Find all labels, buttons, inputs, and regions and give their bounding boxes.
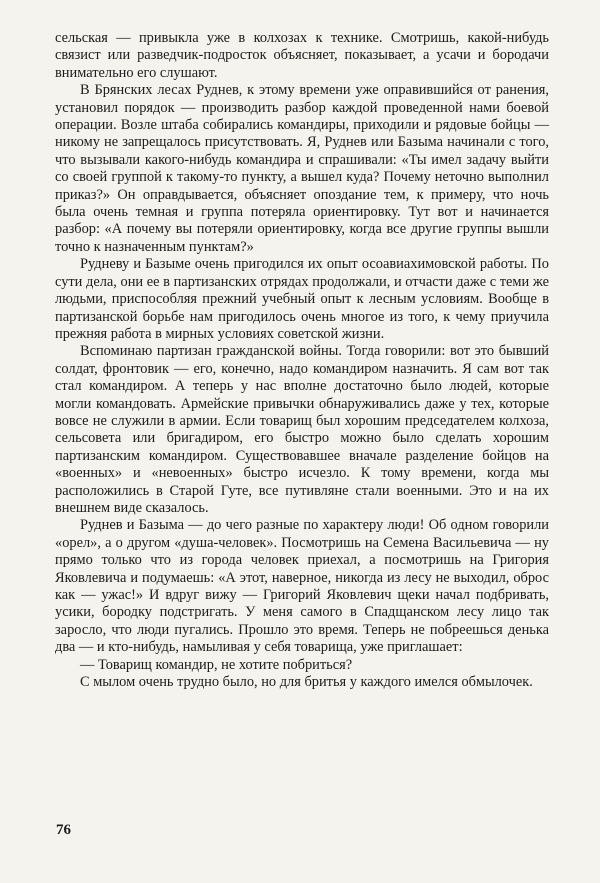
- paragraph: Руднев и Базыма — до чего разные по характеру люди! Об одном говорили «орел», а о другом «душа-человек». Посмотришь на Семена Васильевича — ну прямо только что из города человек приехал, а посмотришь на Григория Яковлевича и подумаешь: «А этот, наверное, никогда из лесу не выходил, оброс как — ужас!» И вдруг вижу — Григорий Яковлевич щеки начал подбривать, усики, бородку подстригать. У меня самого в Спадщанском лесу лицо так заросло, что люди пугались. Прошло это время. Теперь не побреешься денька два — и кто-нибудь, намыливая у себя товарища, уже приглашает:: [55, 517, 549, 656]
- paragraph: Рудневу и Базыме очень пригодился их опыт осоавиахимовской работы. По сути дела, они ее в партизанских отрядах продолжали, и отчасти даже с теми же людьми, приспособляя прежний учебный опыт к лесным условиям. Вообще в партизанской борьбе нам пригодилось очень многое из того, к чему приучила прежняя работа в мирных условиях советской жизни.: [55, 256, 549, 342]
- paragraph: сельская — привыкла уже в колхозах к технике. Смотришь, какой-нибудь связист или разведчик-подросток объясняет, показывает, а усачи и бородачи внимательно его слушают.: [55, 30, 549, 81]
- paragraph: Вспоминаю партизан гражданской войны. Тогда говорили: вот это бывший солдат, фронтовик — его, конечно, надо командиром назначить. Я сам вот так стал командиром. А теперь у нас вполне достаточно было людей, которые могли командовать. Армейские привычки обнаруживались даже у тех, которые вовсе не служили в армии. Если товарищ был хорошим председателем колхоза, сельсовета или бригадиром, его быстро можно было сделать хорошим партизанским командиром. Существовавшее вначале разделение бойцов на «военных» и «невоенных» быстро исчезло. К тому времени, когда мы расположились в Старой Гуте, все путивляне стали военными. Это и на их внешнем виде сказалось.: [55, 343, 549, 516]
- paragraph: С мылом очень трудно было, но для бритья у каждого имелся обмылочек.: [80, 674, 533, 691]
- paragraph: В Брянских лесах Руднев, к этому времени уже оправившийся от ранения, установил порядок — производить разбор каждой проведенной нами боевой операции. Возле штаба собирались командиры, приходили и рядовые бойцы — никому не запрещалось присутствовать. Я, Руднев или Базыма начинали с того, что вызывали какого-нибудь командира и спрашивали: «Ты имел задачу выйти со своей группой к такому-то пункту, а вышел куда? Почему неточно выполнил приказ?» Он оправдывается, объясняет опоздание тем, к примеру, что ночь была очень темная и группа потеряла ориентировку. Тут вот и начинается разбор: «А почему вы потеряли ориентировку, когда все другие группы вышли точно к назначенным пунктам?»: [55, 82, 549, 255]
- page-number: 76: [56, 822, 71, 838]
- dialogue-line: — Товарищ командир, не хотите побриться?: [80, 656, 353, 673]
- page-body: [55, 30, 549, 691]
